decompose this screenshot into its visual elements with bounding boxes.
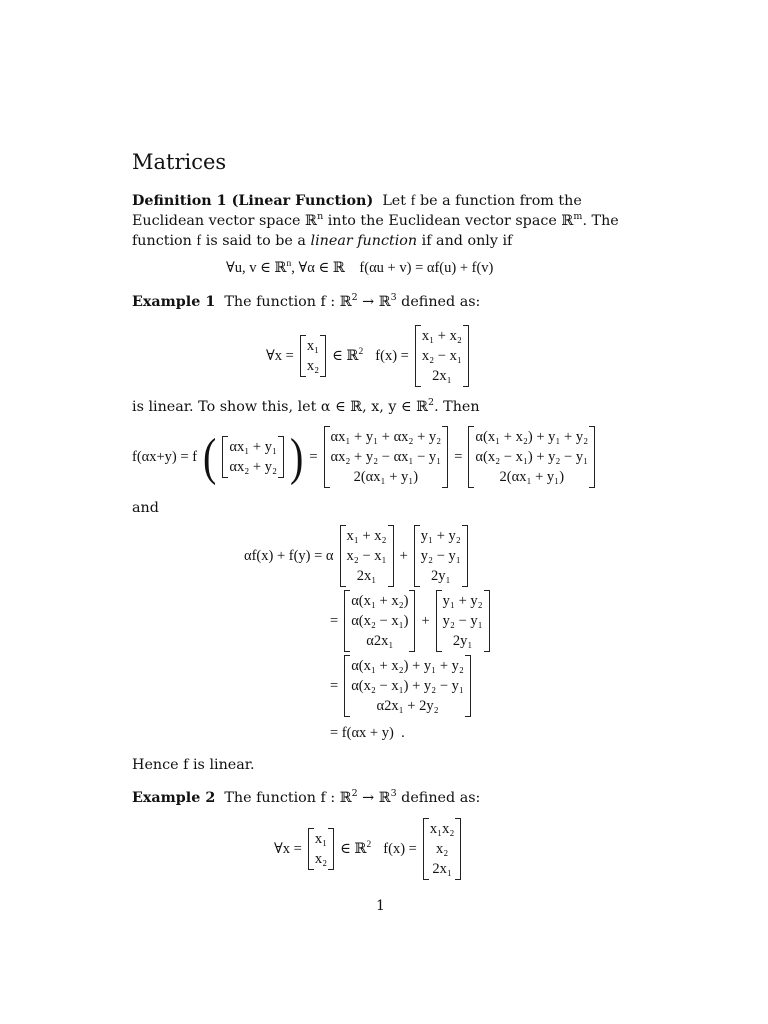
example-text: → ℝ	[357, 294, 391, 310]
example-label: Example 2	[132, 790, 216, 806]
example-text: The function f : ℝ	[224, 294, 352, 310]
in-r2-text: ∈ ℝ	[340, 840, 367, 857]
matrix-cell: 2x₁	[432, 368, 452, 384]
matrix-cell: α(x₁ + x₂) + y₁ + y₂	[351, 658, 464, 674]
matrix-cell: 2y₁	[452, 633, 473, 649]
hence-text: Hence f is linear.	[132, 757, 255, 773]
matrix-cell: α(x₁ + x₂)	[351, 593, 409, 609]
equals-sign: =	[309, 448, 318, 465]
page-title: Matrices	[132, 150, 227, 174]
sup-n: n	[317, 211, 324, 223]
vector-x	[300, 335, 326, 377]
matrix-cell: y₂ − y₁	[442, 613, 483, 629]
def-text: Let	[382, 193, 411, 209]
in-r2	[332, 348, 363, 365]
matrix-cell: x₂ − x₁	[421, 348, 462, 364]
matrix-cell: x₁	[314, 831, 328, 847]
matrix-cell: x₂	[306, 358, 320, 374]
matrix-cell: α2x₁	[366, 633, 394, 649]
matrix-cell: y₁ + y₂	[442, 593, 483, 609]
matrix-cell: α(x₂ − x₁) + y₂ − y₁	[351, 678, 464, 694]
equals-sign: =	[454, 448, 463, 465]
in-r2-text: ∈ ℝ	[332, 347, 359, 364]
def-text: if and only if	[417, 233, 513, 249]
matrix-cell: α(x₂ − x₁) + y₂ − y₁	[475, 449, 589, 465]
example-text: The function f : ℝ	[224, 790, 352, 806]
example-text: is linear. To show this, let α ∈ ℝ, x, y ∈ ℝ	[132, 399, 429, 415]
matrix-b2	[436, 590, 490, 652]
forall-x: ∀x =	[266, 347, 294, 364]
definition-1	[132, 191, 642, 251]
matrix-a1	[340, 525, 394, 587]
example-text: . Then	[434, 399, 480, 415]
symbol-f: f	[410, 193, 416, 209]
matrix-cell: α2x₁ + 2y₂	[376, 698, 439, 714]
matrix-f-of-x	[415, 325, 469, 387]
sup-2: 2	[351, 292, 358, 304]
matrix-cell: αx₁ + y₁	[229, 439, 277, 455]
example-label: Example 1	[132, 294, 216, 310]
matrix-cell: αx₂ + y₂	[229, 459, 277, 475]
sup-n: n	[286, 259, 292, 270]
matrix-cell: x₁	[306, 338, 320, 354]
and-text: and	[132, 500, 159, 516]
matrix-b1	[414, 525, 468, 587]
matrix-cell: y₂ − y₁	[420, 548, 461, 564]
matrix-cell: 2y₁	[431, 568, 451, 584]
matrix-inner	[222, 436, 284, 478]
sup-2: 2	[358, 346, 364, 357]
af-line-3	[330, 655, 471, 717]
example-text: → ℝ	[357, 790, 391, 806]
af-line-4: = f(αx + y) .	[330, 725, 405, 741]
sup-2: 2	[428, 397, 435, 409]
af-line-2	[330, 590, 490, 652]
linear-function-term: linear function	[310, 233, 418, 249]
matrix-c3	[344, 655, 471, 717]
symbol-R: ℝ	[305, 213, 318, 229]
def-text: . The function	[132, 213, 619, 249]
matrix-cell: α(x₁ + x₂) + y₁ + y₂	[475, 429, 589, 445]
matrix-cell: x₂	[314, 851, 328, 867]
paren-open: (	[203, 427, 217, 486]
matrix-m2	[468, 426, 595, 488]
example-text: defined as:	[396, 790, 481, 806]
symbol-f: f	[196, 233, 202, 249]
matrix-cell: x₁x₂	[429, 821, 455, 837]
matrix-cell: 2(αx₁ + y₁)	[499, 469, 565, 485]
matrix-f-of-x	[423, 818, 462, 880]
matrix-cell: 2(αx₁ + y₁)	[353, 469, 419, 485]
paren-close: )	[290, 427, 304, 486]
matrix-cell: y₁ + y₂	[420, 528, 461, 544]
sup-m: m	[573, 211, 583, 223]
af-line-1	[244, 525, 468, 587]
equals-sign: =	[330, 677, 339, 694]
vector-x	[308, 828, 334, 870]
matrix-cell: 2x₁	[432, 861, 452, 877]
equals-sign: =	[330, 612, 339, 629]
page-number: 1	[376, 898, 385, 914]
def-text: into the Euclidean vector space	[323, 213, 562, 229]
example-2-intro	[132, 788, 642, 808]
sup-2: 2	[366, 839, 372, 850]
matrix-cell: x₁ + x₂	[346, 528, 387, 544]
symbol-R: ℝ	[561, 213, 574, 229]
def-text: be a function from the Euclidean vector space	[132, 193, 582, 229]
f-of-x: f(x) =	[375, 347, 409, 364]
matrix-cell: α(x₂ − x₁)	[351, 613, 409, 629]
matrix-cell: αx₁ + y₁ + αx₂ + y₂	[330, 429, 442, 445]
f-ax-y-label: f(αx+y) = f	[132, 448, 198, 465]
matrix-a2	[344, 590, 415, 652]
f-ax-y-equation	[132, 426, 595, 488]
formula-part: , ∀α ∈ ℝ f(αu + v) = αf(u) + f(v)	[291, 260, 494, 276]
formula-part: ∀u, v ∈ ℝ	[226, 260, 287, 276]
example-text: defined as:	[396, 294, 481, 310]
matrix-cell: x₂ − x₁	[346, 548, 387, 564]
in-r2	[340, 841, 371, 858]
lhs-label: αf(x) + f(y) = α	[244, 547, 334, 564]
linear-statement	[132, 397, 642, 417]
matrix-cell: αx₂ + y₂ − αx₁ − y₁	[330, 449, 442, 465]
f-of-x: f(x) =	[383, 840, 417, 857]
plus-sign: +	[421, 612, 430, 629]
matrix-cell: x₁ + x₂	[421, 328, 462, 344]
matrix-cell: x₂	[436, 841, 449, 857]
example-1-definition	[266, 325, 469, 387]
sup-3: 3	[390, 788, 397, 800]
definition-label: Definition 1 (Linear Function)	[132, 193, 374, 209]
sup-3: 3	[390, 292, 397, 304]
definition-formula	[226, 260, 493, 277]
plus-sign: +	[399, 547, 408, 564]
matrix-m1	[324, 426, 449, 488]
sup-2: 2	[351, 788, 358, 800]
def-text: is said to be a	[201, 233, 311, 249]
example-1-intro	[132, 292, 642, 312]
example-2-definition	[274, 818, 461, 880]
forall-x: ∀x =	[274, 840, 302, 857]
matrix-cell: 2x₁	[356, 568, 377, 584]
